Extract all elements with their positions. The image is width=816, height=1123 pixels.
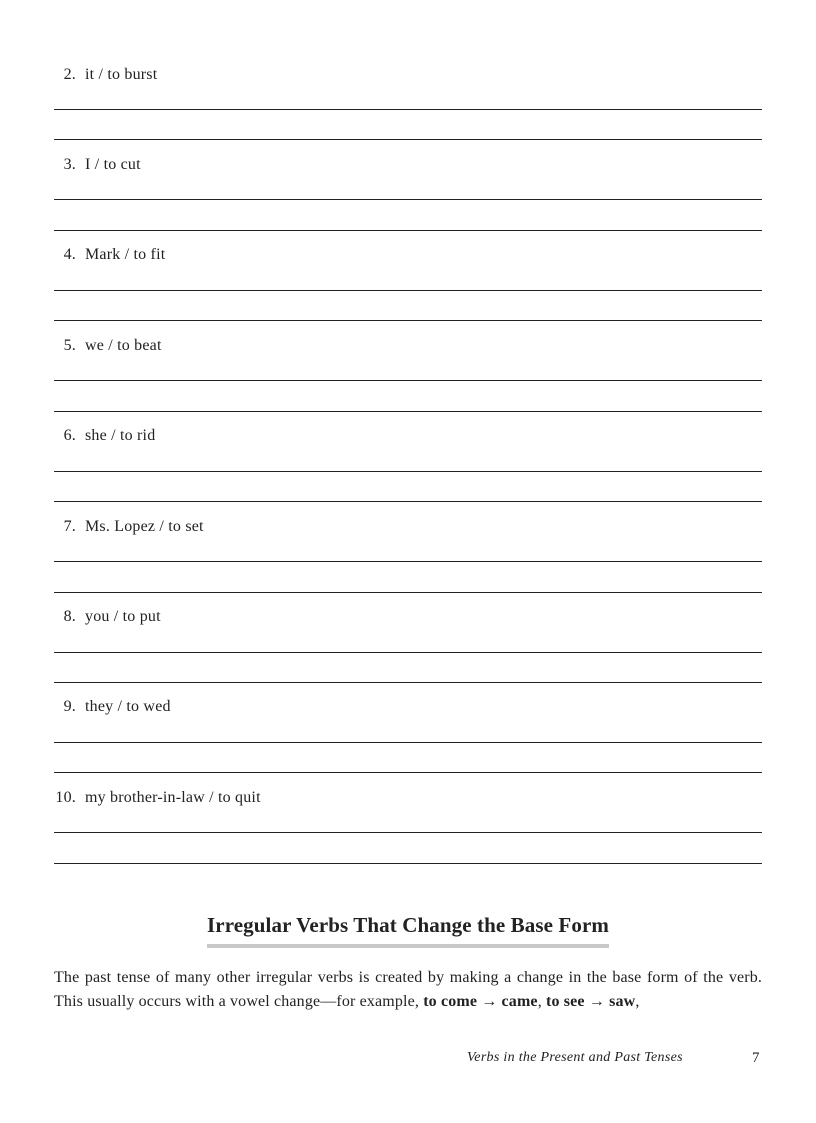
- exercise-prompt: [54, 427, 155, 445]
- exercise-text: it / to burst: [85, 66, 158, 83]
- exercise-prompt: [54, 789, 261, 807]
- answer-line[interactable]: [54, 139, 762, 140]
- exercise-text: you / to put: [85, 608, 161, 625]
- answer-line[interactable]: [54, 290, 762, 291]
- exercise-text: we / to beat: [85, 337, 162, 354]
- section-heading: [0, 912, 816, 948]
- answer-line[interactable]: [54, 230, 762, 231]
- exercise-text: Mark / to fit: [85, 246, 166, 263]
- answer-line[interactable]: [54, 742, 762, 743]
- paragraph-separator: ,: [537, 993, 546, 1010]
- section-title: Irregular Verbs That Change the Base Form: [207, 912, 609, 948]
- page-number: 7: [752, 1050, 760, 1066]
- exercise-text: they / to wed: [85, 698, 171, 715]
- exercise-number: 10.: [55, 789, 76, 806]
- answer-line[interactable]: [54, 380, 762, 381]
- answer-line[interactable]: [54, 320, 762, 321]
- example-see-saw: to see → saw: [546, 993, 636, 1010]
- example-come-came: to come → came: [423, 993, 538, 1010]
- exercise-number: 4.: [63, 246, 76, 263]
- answer-line[interactable]: [54, 863, 762, 864]
- exercise-text: my brother-in-law / to quit: [85, 789, 261, 806]
- exercise-number: 3.: [63, 156, 76, 173]
- exercise-number: 6.: [63, 427, 76, 444]
- answer-line[interactable]: [54, 592, 762, 593]
- exercise-text: I / to cut: [85, 156, 141, 173]
- answer-line[interactable]: [54, 199, 762, 200]
- exercise-number: 8.: [63, 608, 76, 625]
- exercise-prompt: [54, 608, 161, 626]
- exercise-text: she / to rid: [85, 427, 156, 444]
- paragraph-text: The past tense of many other irregular verbs is created by making a change in the base form of the verb. This usually occurs with a vowel change—for example,: [54, 969, 762, 1010]
- running-title: Verbs in the Present and Past Tenses: [467, 1050, 683, 1065]
- answer-line[interactable]: [54, 471, 762, 472]
- answer-line[interactable]: [54, 561, 762, 562]
- exercise-number: 5.: [63, 337, 76, 354]
- answer-line[interactable]: [54, 652, 762, 653]
- answer-line[interactable]: [54, 411, 762, 412]
- answer-line[interactable]: [54, 772, 762, 773]
- exercise-prompt: [54, 156, 141, 174]
- exercise-prompt: [54, 698, 171, 716]
- body-paragraph: [54, 966, 762, 1014]
- exercise-prompt: [54, 518, 204, 536]
- answer-line[interactable]: [54, 501, 762, 502]
- exercise-prompt: [54, 66, 157, 84]
- paragraph-text-end: ,: [635, 993, 640, 1010]
- exercise-prompt: [54, 246, 165, 264]
- exercise-number: 9.: [63, 698, 76, 715]
- answer-line[interactable]: [54, 682, 762, 683]
- answer-line[interactable]: [54, 832, 762, 833]
- exercise-prompt: [54, 337, 162, 355]
- exercise-text: Ms. Lopez / to set: [85, 518, 204, 535]
- exercise-number: 7.: [63, 518, 76, 535]
- exercise-number: 2.: [63, 66, 76, 83]
- answer-line[interactable]: [54, 109, 762, 110]
